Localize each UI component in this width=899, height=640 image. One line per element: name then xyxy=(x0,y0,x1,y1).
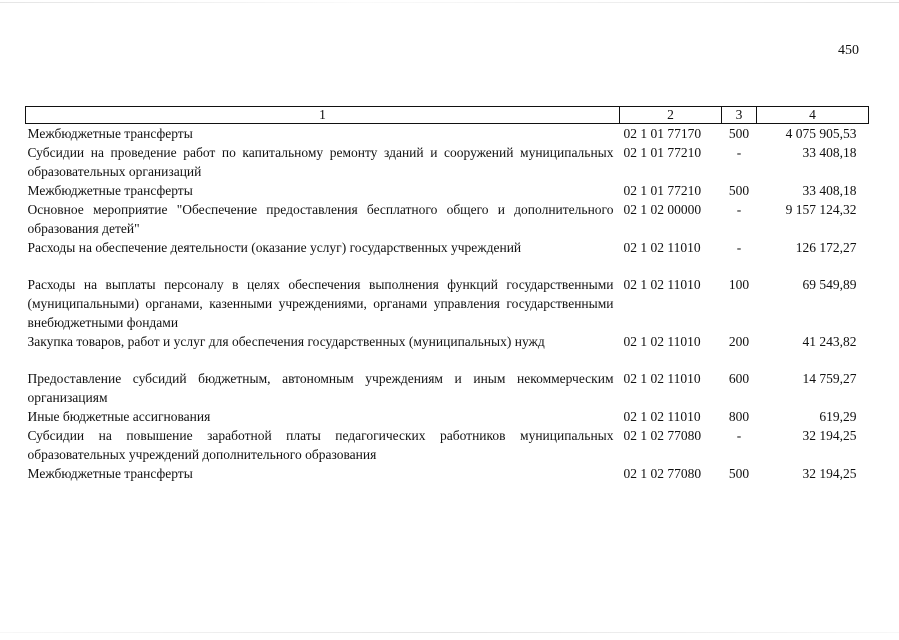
row-code: 02 1 02 11010 xyxy=(623,240,701,255)
row-amount: 9 157 124,32 xyxy=(785,202,857,217)
row-amount: 33 408,18 xyxy=(802,145,857,160)
row-type: 500 xyxy=(728,466,750,481)
table-row xyxy=(26,124,869,144)
table-row xyxy=(26,426,869,464)
row-code: 02 1 02 77080 xyxy=(623,466,702,481)
row-type: 500 xyxy=(728,126,750,141)
table-row xyxy=(26,275,869,332)
row-amount: 32 194,25 xyxy=(802,428,857,443)
row-name: Расходы на обеспечение деятельности (оказание услуг) государственных учреждений xyxy=(27,240,522,255)
row-code: 02 1 01 77210 xyxy=(623,183,702,198)
header-col-2: 2 xyxy=(620,107,722,124)
row-code: 02 1 02 11010 xyxy=(623,409,701,424)
row-name: Предоставление субсидий бюджетным, автономным учреждениям и иным некоммерческим организациям xyxy=(27,371,614,405)
row-name: Межбюджетные трансферты xyxy=(27,126,193,141)
row-name: Основное мероприятие "Обеспечение предоставления бесплатного общего и дополнительного образования детей" xyxy=(27,202,614,236)
row-type: 200 xyxy=(728,334,750,349)
table-row xyxy=(26,200,869,238)
table-row xyxy=(26,369,869,407)
row-type: 100 xyxy=(728,277,750,292)
row-amount: 41 243,82 xyxy=(802,334,857,349)
row-name: Закупка товаров, работ и услуг для обеспечения государственных (муниципальных) нужд xyxy=(27,334,545,349)
table-row xyxy=(26,332,869,369)
row-code: 02 1 02 11010 xyxy=(623,334,701,349)
row-name: Межбюджетные трансферты xyxy=(27,183,193,198)
table-header-row xyxy=(26,107,869,124)
row-type: - xyxy=(736,240,742,255)
row-code: 02 1 02 00000 xyxy=(623,202,702,217)
scan-edge-top xyxy=(0,2,899,3)
row-type: - xyxy=(736,202,742,217)
row-amount: 33 408,18 xyxy=(802,183,857,198)
header-col-1: 1 xyxy=(26,107,620,124)
budget-table xyxy=(25,106,869,483)
row-name: Субсидии на проведение работ по капитальному ремонту зданий и сооружений муниципальных образовательных организаций xyxy=(27,145,614,179)
table-row xyxy=(26,464,869,483)
table-row xyxy=(26,181,869,200)
table-row xyxy=(26,143,869,181)
row-type: 800 xyxy=(728,409,750,424)
page-number: 450 xyxy=(838,43,859,58)
row-amount: 4 075 905,53 xyxy=(785,126,857,141)
row-type: - xyxy=(736,145,742,160)
table-row xyxy=(26,407,869,426)
scan-edge-bottom xyxy=(0,632,899,633)
row-amount: 32 194,25 xyxy=(802,466,857,481)
row-amount: 619,29 xyxy=(819,409,857,424)
row-type: 600 xyxy=(728,371,750,386)
row-amount: 126 172,27 xyxy=(795,240,857,255)
row-amount: 14 759,27 xyxy=(802,371,857,386)
row-type: 500 xyxy=(728,183,750,198)
header-col-3: 3 xyxy=(722,107,757,124)
header-col-4: 4 xyxy=(757,107,869,124)
row-name: Иные бюджетные ассигнования xyxy=(27,409,211,424)
row-code: 02 1 02 11010 xyxy=(623,277,701,292)
row-type: - xyxy=(736,428,742,443)
row-name: Расходы на выплаты персоналу в целях обеспечения выполнения функций государственными (муниципальными) органами, казенными учреждениями, органами управления государственными внебюджетными фондами xyxy=(27,277,614,330)
row-code: 02 1 02 77080 xyxy=(623,428,702,443)
row-name: Субсидии на повышение заработной платы педагогических работников муниципальных образовательных учреждений дополнительного образования xyxy=(27,428,614,462)
row-code: 02 1 01 77170 xyxy=(623,126,702,141)
row-name: Межбюджетные трансферты xyxy=(27,466,193,481)
table-row xyxy=(26,238,869,275)
row-amount: 69 549,89 xyxy=(802,277,857,292)
row-code: 02 1 02 11010 xyxy=(623,371,701,386)
row-code: 02 1 01 77210 xyxy=(623,145,702,160)
